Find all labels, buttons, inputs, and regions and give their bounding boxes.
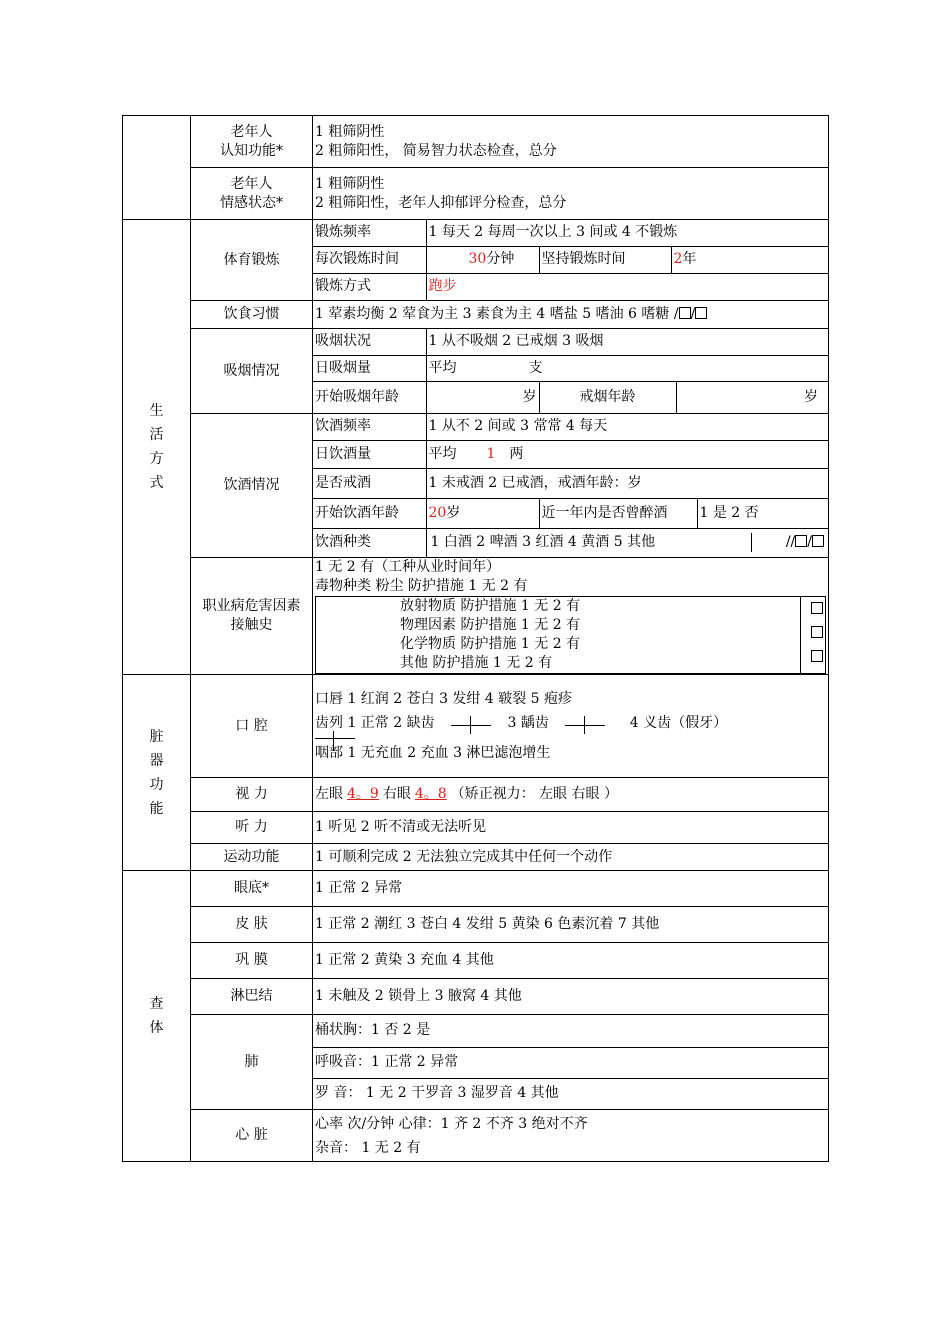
diet-row (123, 301, 829, 329)
smoking-start-field[interactable]: 岁 (426, 381, 539, 413)
mouth-pharynx-options[interactable]: 咽部 1 无充血 2 充血 3 淋巴滤泡增生 (315, 745, 551, 761)
occupational-line[interactable]: 放射物质 防护措施 1 无 2 有 (400, 598, 581, 614)
smoking-subtable-cell (313, 329, 829, 414)
cognition-row (123, 116, 829, 168)
smoking-row (123, 329, 829, 414)
checkbox-icon[interactable] (812, 535, 824, 547)
blank-category (123, 116, 191, 220)
exercise-method-label: 锻炼方式 (313, 273, 426, 300)
exercise-duration-unit: 分钟 (486, 251, 515, 267)
mouth-options[interactable] (313, 675, 829, 778)
lung-barrel-options[interactable]: 桶状胸：1 否 2 是 (313, 1015, 828, 1047)
emotion-option-1[interactable]: 1 粗筛阴性 (315, 175, 385, 192)
drinking-label: 饮酒情况 (191, 414, 313, 558)
emotion-label (191, 168, 313, 220)
tooth-chart-icon (565, 714, 605, 732)
exercise-frequency-options[interactable]: 1 每天 2 每周一次以上 3 间或 4 不锻炼 (426, 220, 828, 246)
smoking-daily-unit: 支 (528, 359, 543, 376)
motor-options[interactable]: 1 可顺利完成 2 无法独立完成其中任何一个动作 (313, 844, 829, 871)
smoking-start-label: 开始吸烟年龄 (313, 381, 426, 413)
category-char: 功 (149, 776, 164, 793)
drinking-start-value[interactable]: 20 (428, 504, 447, 521)
category-lifestyle (123, 220, 191, 675)
diet-options[interactable]: 1 荤素均衡 2 荤食为主 3 素食为主 4 嗜盐 5 嗜油 6 嗜糖 / / (313, 301, 829, 329)
category-char: 器 (149, 752, 164, 769)
cognition-label (191, 116, 313, 168)
drinking-subtable (313, 414, 828, 557)
cognition-option-2[interactable]: 2 粗筛阳性， 简易智力状态检查，总分 (315, 142, 557, 159)
checkbox-icon[interactable] (695, 307, 707, 319)
sclera-row (123, 943, 829, 979)
tooth-chart-icon (333, 731, 334, 751)
lung-subtable (313, 1015, 828, 1109)
drinking-quit-options[interactable]: 1 未戒酒 2 已戒酒，戒酒年龄：岁 (426, 468, 828, 498)
smoking-daily-prefix: 平均 (428, 359, 457, 376)
fundus-label: 眼底* (191, 871, 313, 907)
checkbox-icon[interactable] (679, 307, 691, 319)
checkbox-icon[interactable] (811, 626, 823, 638)
drinking-start-label: 开始饮酒年龄 (313, 498, 426, 528)
category-organ (123, 675, 191, 871)
heart-row (123, 1110, 829, 1162)
motor-label: 运动功能 (191, 844, 313, 871)
drinking-quit-label: 是否戒酒 (313, 468, 426, 498)
smoking-status-label: 吸烟状况 (313, 329, 426, 355)
occupational-line[interactable]: 化学物质 防护措施 1 无 2 有 (400, 636, 581, 652)
heart-murmur-options[interactable]: 杂音： 1 无 2 有 (315, 1139, 421, 1156)
drinking-daily-unit: 两 (509, 445, 524, 462)
vision-right-value[interactable]: 4。8 (414, 786, 447, 802)
drinking-row (123, 414, 829, 558)
sclera-options[interactable]: 1 正常 2 黄染 3 充血 4 其他 (313, 943, 829, 979)
occupational-line[interactable]: 其他 防护措施 1 无 2 有 (400, 655, 553, 671)
exercise-duration-value[interactable]: 30 (468, 251, 487, 267)
drinking-drunk-options[interactable]: 1 是 2 否 (697, 498, 828, 528)
smoking-subtable (313, 329, 828, 413)
lung-breath-options[interactable]: 呼吸音：1 正常 2 异常 (313, 1047, 828, 1078)
category-char: 脏 (149, 728, 164, 745)
mouth-teeth-options[interactable] (315, 711, 826, 735)
lung-subtable-cell (313, 1015, 829, 1110)
mouth-row (123, 675, 829, 778)
drinking-start-field[interactable] (426, 498, 539, 528)
heart-rate-options[interactable]: 心率 次/分钟 心律：1 齐 2 不齐 3 绝对不齐 (315, 1115, 588, 1132)
category-exam (123, 871, 191, 1162)
fundus-row (123, 871, 829, 907)
drinking-daily-field[interactable] (426, 440, 828, 468)
smoking-daily-field[interactable] (426, 355, 828, 381)
checkbox-icon[interactable] (811, 602, 823, 614)
exercise-years-value[interactable]: 2 (673, 251, 683, 267)
health-exam-form (122, 115, 829, 1162)
vision-left-value[interactable]: 4。9 (347, 786, 379, 802)
emotion-label-line2: 情感状态* (220, 194, 283, 211)
lymph-label: 淋巴结 (191, 979, 313, 1015)
hearing-options[interactable]: 1 听见 2 听不清或无法听见 (313, 812, 829, 844)
drinking-daily-prefix: 平均 (428, 445, 457, 462)
teeth-caries-option[interactable]: 3 龋齿 (507, 715, 549, 731)
smoking-daily-label: 日吸烟量 (313, 355, 426, 381)
lung-label: 肺 (191, 1015, 313, 1110)
emotion-row (123, 168, 829, 220)
vision-left-label: 左眼 (315, 786, 343, 802)
diet-label: 饮食习惯 (191, 301, 313, 329)
category-char: 体 (149, 1020, 164, 1036)
category-char: 查 (149, 996, 164, 1012)
drinking-subtable-cell (313, 414, 829, 558)
hearing-label: 听 力 (191, 812, 313, 844)
vision-label: 视 力 (191, 778, 313, 812)
exercise-years-label: 坚持锻炼时间 (539, 246, 671, 273)
occupational-label-line2: 接触史 (230, 617, 273, 633)
vision-corrected[interactable]: （矫正视力： 左眼 右眼 ） (450, 786, 619, 802)
vision-right-label: 右眼 (382, 786, 411, 802)
checkbox-icon[interactable] (795, 535, 807, 547)
lymph-options[interactable]: 1 未触及 2 锁骨上 3 腋窝 4 其他 (313, 979, 829, 1015)
drinking-type-options[interactable]: 1 白酒 2 啤酒 3 红酒 4 黄酒 5 其他 (429, 533, 752, 552)
exercise-method-field[interactable] (426, 273, 828, 300)
mouth-label: 口 腔 (191, 675, 313, 778)
fundus-options[interactable]: 1 正常 2 异常 (313, 871, 829, 907)
checkbox-icon[interactable] (811, 650, 823, 662)
category-char: 能 (149, 800, 164, 817)
sclera-label: 巩 膜 (191, 943, 313, 979)
occupational-line[interactable]: 1 无 2 有（工种从业时间年） (315, 559, 501, 575)
exercise-subtable-cell (313, 220, 829, 301)
smoking-label: 吸烟情况 (191, 329, 313, 414)
exercise-years-field[interactable] (671, 246, 828, 273)
heart-options[interactable] (313, 1110, 829, 1162)
smoking-quit-label: 戒烟年龄 (539, 381, 676, 413)
exercise-method-value[interactable]: 跑步 (428, 278, 457, 295)
lung-rale-options[interactable]: 罗 音： 1 无 2 干罗音 3 湿罗音 4 其他 (315, 1085, 559, 1102)
motor-row (123, 844, 829, 871)
occupational-label-line1: 职业病危害因素 (202, 598, 301, 614)
exercise-row (123, 220, 829, 301)
exercise-label: 体育锻炼 (191, 220, 313, 301)
hearing-row (123, 812, 829, 844)
exercise-years-unit: 年 (682, 251, 697, 267)
drinking-start-unit: 岁 (446, 504, 461, 521)
occupational-label (191, 558, 313, 675)
category-char: 生 (149, 403, 164, 419)
diet-options-text[interactable]: 1 荤素均衡 2 荤食为主 3 素食为主 4 嗜盐 5 嗜油 6 嗜糖 / (315, 306, 679, 322)
lung-row (123, 1015, 829, 1110)
cognition-option-1[interactable]: 1 粗筛阴性 (315, 123, 385, 140)
emotion-option-2[interactable]: 2 粗筛阳性，老年人抑郁评分检查，总分 (315, 194, 567, 211)
lymph-row (123, 979, 829, 1015)
mouth-lips-options[interactable]: 口唇 1 红润 2 苍白 3 发绀 4 皲裂 5 疱疹 (315, 691, 573, 707)
category-char: 方 (149, 451, 164, 467)
drinking-type-boxes[interactable]: // / (752, 533, 827, 552)
drinking-daily-value[interactable]: 1 (486, 445, 496, 462)
drinking-drunk-label: 近一年内是否曾醉酒 (539, 498, 697, 528)
cognition-options[interactable] (313, 116, 829, 168)
occupational-options[interactable] (313, 558, 829, 675)
drinking-type-label: 饮酒种类 (313, 528, 426, 557)
skin-options[interactable]: 1 正常 2 潮红 3 苍白 4 发绀 5 黄染 6 色素沉着 7 其他 (313, 907, 829, 943)
occupational-row (123, 558, 829, 675)
occupational-line[interactable]: 毒物种类 粉尘 防护措施 1 无 2 有 (315, 578, 528, 594)
tooth-chart-icon (451, 714, 491, 732)
smoking-quit-field[interactable]: 岁 (804, 388, 818, 405)
exercise-subtable (313, 220, 828, 300)
teeth-missing-option[interactable]: 齿列 1 正常 2 缺齿 (315, 715, 435, 731)
emotion-label-line1: 老年人 (230, 175, 273, 192)
category-char: 式 (149, 475, 164, 491)
category-char: 活 (149, 427, 164, 443)
drinking-frequency-label: 饮酒频率 (313, 414, 426, 440)
exercise-duration-label: 每次锻炼时间 (313, 246, 426, 273)
skin-label: 皮 肤 (191, 907, 313, 943)
exercise-duration-field[interactable] (426, 246, 539, 273)
occupational-line[interactable]: 物理因素 防护措施 1 无 2 有 (400, 617, 581, 633)
drinking-frequency-options[interactable]: 1 从不 2 间或 3 常常 4 每天 (426, 414, 828, 440)
cognition-label-line1: 老年人 (230, 123, 273, 140)
drinking-type-tail: // (785, 534, 796, 551)
emotion-options[interactable] (313, 168, 829, 220)
cognition-label-line2: 认知功能* (220, 142, 283, 159)
vision-row (123, 778, 829, 812)
vision-field[interactable] (313, 778, 829, 812)
teeth-denture-option[interactable]: 4 义齿（假牙） (629, 715, 728, 731)
drinking-daily-label: 日饮酒量 (313, 440, 426, 468)
exercise-frequency-label: 锻炼频率 (313, 220, 426, 246)
smoking-status-options[interactable]: 1 从不吸烟 2 已戒烟 3 吸烟 (426, 329, 828, 355)
drinking-type-field[interactable] (426, 528, 828, 557)
heart-label: 心 脏 (191, 1110, 313, 1162)
skin-row (123, 907, 829, 943)
